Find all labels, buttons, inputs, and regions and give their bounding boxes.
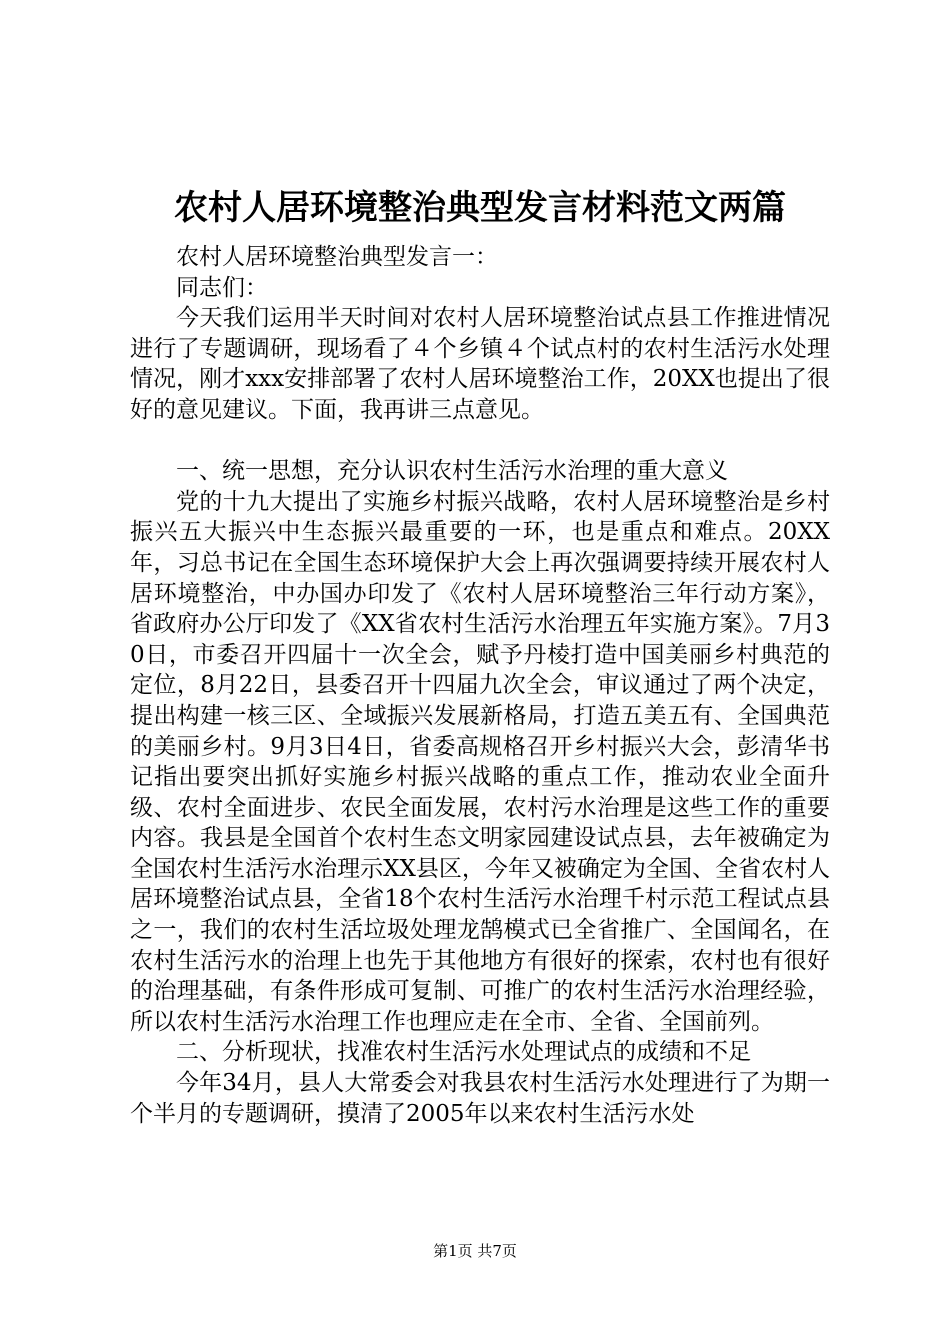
paragraph-speech-heading: 农村人居环境整治典型发言一： bbox=[176, 244, 498, 270]
document-title: 农村人居环境整治典型发言材料范文两篇 bbox=[174, 188, 786, 228]
paragraph-section-one: 党的十九大提出了实施乡村振兴战略，农村人居环境整治是乡村振兴五大振兴中生态振兴最重要的一环，也是重点和难点。20XX年，习总书记在全国生态环境保护大会上再次强调要持续开展农村人居环境整治，中办国办印发了《农村人居环境整治三年行动方案》，省政府办公厅印发了《XX省农村生活污水治理五年实施方案》。7月30日，市委召开四届十一次全会，赋予丹棱打造中国美丽乡村典范的定位，8月22日，县委召开十四届九次全会，审议通过了两个决定，提出构建一核三区、全域振兴发展新格局，打造五美五有、全国典范的美丽乡村。9月3日4日，省委高规格召开乡村振兴大会，彭清华书记指出要突出抓好实施乡村振兴战略的重点工作，推动农业全面升级、农村全面进步、农民全面发展，农村污水治理是这些工作的重要内容。我县是全国首个农村生态文明家园建设试点县，去年被确定为全国农村生活污水治理示XX县区，今年又被确定为全国、全省农村人居环境整治试点县，全省18个农村生活污水治理千村示范工程试点县之一，我们的农村生活垃圾处理龙鹄模式已全省推广、全国闻名，在农村生活污水的治理上也先于其他地方有很好的探索，农村也有很好的治理基础，有条件形成可复制、可推广的农村生活污水治理经验，所以农村生活污水治理工作也理应走在全市、全省、全国前列。 bbox=[130, 488, 830, 1035]
section-heading-one: 一、统一思想，充分认识农村生活污水治理的重大意义 bbox=[176, 458, 728, 485]
paragraph-section-two: 今年34月，县人大常委会对我县农村生活污水处理进行了为期一个半月的专题调研，摸清了2005年以来农村生活污水处 bbox=[130, 1070, 830, 1127]
document-body bbox=[130, 242, 830, 1129]
page-number-footer: 第1页 共7页 bbox=[433, 1242, 517, 1260]
paragraph-intro: 今天我们运用半天时间对农村人居环境整治试点县工作推进情况进行了专题调研，现场看了４个乡镇４个试点村的农村生活污水处理情况，刚才xxx安排部署了农村人居环境整治工作，20XX也提出了很好的意见建议。下面，我再讲三点意见。 bbox=[130, 305, 830, 423]
paragraph-salutation: 同志们： bbox=[176, 274, 268, 301]
section-heading-two: 二、分析现状，找准农村生活污水处理试点的成绩和不足 bbox=[176, 1039, 751, 1066]
